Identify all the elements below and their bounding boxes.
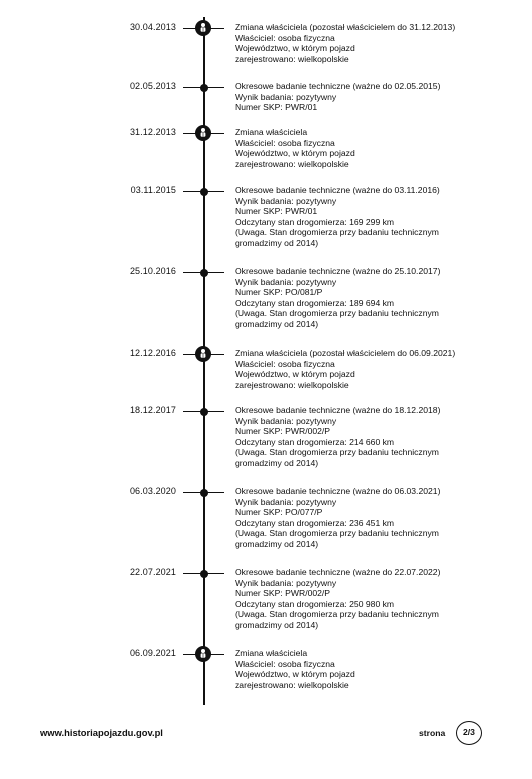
event-description xyxy=(235,22,525,64)
event-line: Odczytany stan drogomierza: 236 451 km xyxy=(235,517,395,528)
event-line: (Uwaga. Stan drogomierza przy badaniu technicznym xyxy=(235,308,439,319)
owner-person-icon xyxy=(195,346,211,362)
event-line: Odczytany stan drogomierza: 214 660 km xyxy=(235,436,395,447)
event-line: (Uwaga. Stan drogomierza przy badaniu technicznym xyxy=(235,609,439,620)
event-line: Numer SKP: PWR/002/P xyxy=(235,588,331,599)
event-line: gromadzimy od 2014) xyxy=(235,318,319,329)
event-description xyxy=(235,81,525,113)
event-line: Wynik badania: pozytywny xyxy=(235,496,337,507)
event-date: 06.03.2020 xyxy=(129,486,176,496)
footer-page-label: strona xyxy=(419,728,446,738)
event-description xyxy=(235,348,525,390)
event-line: Numer SKP: PWR/002/P xyxy=(235,426,331,437)
event-line: Okresowe badanie techniczne (ważne do 18.12.2018) xyxy=(235,405,441,415)
inspection-dot-icon xyxy=(200,84,208,92)
inspection-dot-icon xyxy=(200,408,208,416)
event-line: (Uwaga. Stan drogomierza przy badaniu technicznym xyxy=(235,447,439,458)
event-line: Okresowe badanie techniczne (ważne do 03.11.2016) xyxy=(235,185,440,195)
event-line: Numer SKP: PWR/01 xyxy=(235,206,318,217)
event-line: Województwo, w którym pojazd xyxy=(235,369,355,380)
event-date: 22.07.2021 xyxy=(129,567,176,577)
event-line: zarejestrowano: wielkopolskie xyxy=(235,158,349,169)
event-line: Właściciel: osoba fizyczna xyxy=(235,137,335,148)
event-line: (Uwaga. Stan drogomierza przy badaniu technicznym xyxy=(235,227,439,238)
event-line: Okresowe badanie techniczne (ważne do 06.03.2021) xyxy=(235,486,441,496)
event-line: Zmiana właściciela xyxy=(235,648,308,658)
event-line: Okresowe badanie techniczne (ważne do 22.07.2022) xyxy=(235,567,441,577)
event-date: 02.05.2013 xyxy=(129,81,176,91)
inspection-dot-icon xyxy=(200,269,208,277)
event-line: Właściciel: osoba fizyczna xyxy=(235,658,335,669)
inspection-dot-icon xyxy=(200,188,208,196)
event-line: Wynik badania: pozytywny xyxy=(235,276,337,287)
event-description xyxy=(235,567,525,631)
event-line: gromadzimy od 2014) xyxy=(235,538,319,549)
event-line: Wynik badania: pozytywny xyxy=(235,415,337,426)
footer-website-link[interactable]: www.historiapojazdu.gov.pl xyxy=(40,727,163,738)
event-line: Odczytany stan drogomierza: 189 694 km xyxy=(235,297,395,308)
event-line: Numer SKP: PO/081/P xyxy=(235,287,323,298)
event-line: zarejestrowano: wielkopolskie xyxy=(235,679,349,690)
event-date: 03.11.2015 xyxy=(130,185,176,195)
event-line: Zmiana właściciela (pozostał właścicielem do 06.09.2021) xyxy=(235,348,456,358)
event-line: Województwo, w którym pojazd xyxy=(235,43,355,54)
event-line: Zmiana właściciela (pozostał właścicielem do 31.12.2013) xyxy=(235,22,456,32)
event-line: Województwo, w którym pojazd xyxy=(235,669,355,680)
event-date: 30.04.2013 xyxy=(129,22,176,32)
event-line: gromadzimy od 2014) xyxy=(235,237,319,248)
owner-person-icon xyxy=(195,125,211,141)
inspection-dot-icon xyxy=(200,570,208,578)
event-line: zarejestrowano: wielkopolskie xyxy=(235,379,349,390)
event-line: Numer SKP: PO/077/P xyxy=(235,507,323,518)
event-line: Wynik badania: pozytywny xyxy=(235,577,337,588)
event-line: Wynik badania: pozytywny xyxy=(235,195,337,206)
owner-person-icon xyxy=(195,646,211,662)
event-line: zarejestrowano: wielkopolskie xyxy=(235,53,349,64)
event-description xyxy=(235,266,525,330)
event-description xyxy=(235,648,525,690)
event-line: Odczytany stan drogomierza: 169 299 km xyxy=(235,216,395,227)
event-line: Wynik badania: pozytywny xyxy=(235,91,337,102)
page-number-badge: 2/3 xyxy=(456,721,482,745)
event-line: Województwo, w którym pojazd xyxy=(235,148,355,159)
event-description xyxy=(235,486,525,550)
inspection-dot-icon xyxy=(200,489,208,497)
event-line: Okresowe badanie techniczne (ważne do 25.10.2017) xyxy=(235,266,441,276)
event-line: Odczytany stan drogomierza: 250 980 km xyxy=(235,598,395,609)
event-description xyxy=(235,405,525,469)
event-line: Właściciel: osoba fizyczna xyxy=(235,32,335,43)
event-line: Okresowe badanie techniczne (ważne do 02.05.2015) xyxy=(235,81,441,91)
event-description xyxy=(235,127,525,169)
event-date: 12.12.2016 xyxy=(129,348,176,358)
event-date: 06.09.2021 xyxy=(129,648,176,658)
event-line: gromadzimy od 2014) xyxy=(235,619,319,630)
owner-person-icon xyxy=(195,20,211,36)
event-date: 31.12.2013 xyxy=(129,127,176,137)
event-line: Zmiana właściciela xyxy=(235,127,308,137)
event-line: Właściciel: osoba fizyczna xyxy=(235,358,335,369)
event-date: 25.10.2016 xyxy=(129,266,176,276)
event-line: (Uwaga. Stan drogomierza przy badaniu technicznym xyxy=(235,528,439,539)
event-line: gromadzimy od 2014) xyxy=(235,457,319,468)
event-line: Numer SKP: PWR/01 xyxy=(235,102,318,113)
event-date: 18.12.2017 xyxy=(129,405,176,415)
event-description xyxy=(235,185,525,249)
